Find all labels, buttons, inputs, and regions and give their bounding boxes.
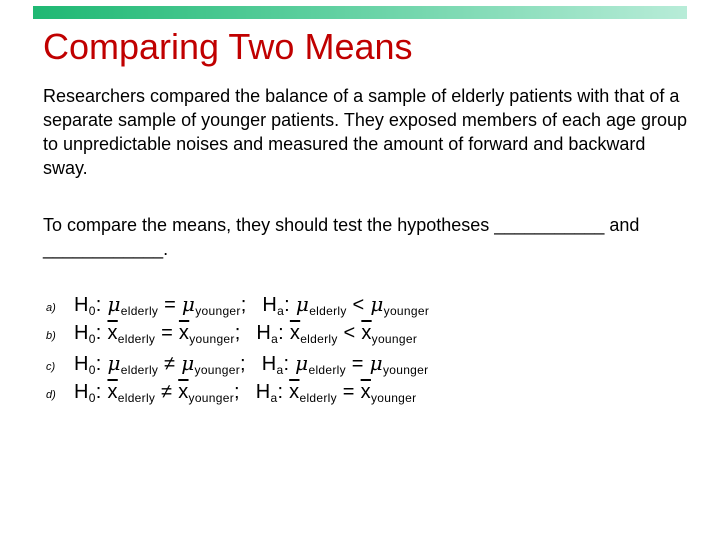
option-hypotheses: $H_0$: $\mu_{elderly} \ne \mu_{younger}$; $H_a$: $\mu_{elderly} = \mu_{younger}$	[74, 351, 429, 377]
option-letter: d)	[46, 388, 56, 401]
option-hypotheses: $H_0$: $\overline{x}_{elderly} = \overline{x}_{younger}$; $H_a$: $\overline{x}_{elderly} < \overline{x}_{younger}$	[74, 321, 418, 346]
option-b[interactable]	[46, 322, 429, 352]
option-hypotheses: $H_0$: $\overline{x}_{elderly} \ne \overline{x}_{younger}$; $H_a$: $\overline{x}_{elderly} = \overline{x}_{younger}$	[74, 380, 417, 405]
option-a[interactable]	[46, 292, 429, 322]
option-d[interactable]	[46, 381, 429, 411]
option-hypotheses: $H_0$: $\mu_{elderly} = \mu_{younger}$; $H_a$: $\mu_{elderly} < \mu_{younger}$	[74, 292, 430, 318]
header-accent-bar	[33, 6, 687, 19]
question-prompt: To compare the means, they should test the hypotheses ___________ and ____________.	[43, 215, 640, 259]
option-c[interactable]	[46, 351, 429, 381]
problem-description: Researchers compared the balance of a sample of elderly patients with that of a separate sample of younger patients. They exposed members of each age group to unpredictable noises and measured the amount of forward and backward sway.	[43, 86, 688, 178]
option-letter: a)	[46, 302, 56, 314]
option-letter: c)	[46, 361, 56, 373]
slide-title: Comparing Two Means	[43, 26, 413, 67]
answer-options	[46, 292, 429, 410]
option-letter: b)	[46, 329, 56, 342]
